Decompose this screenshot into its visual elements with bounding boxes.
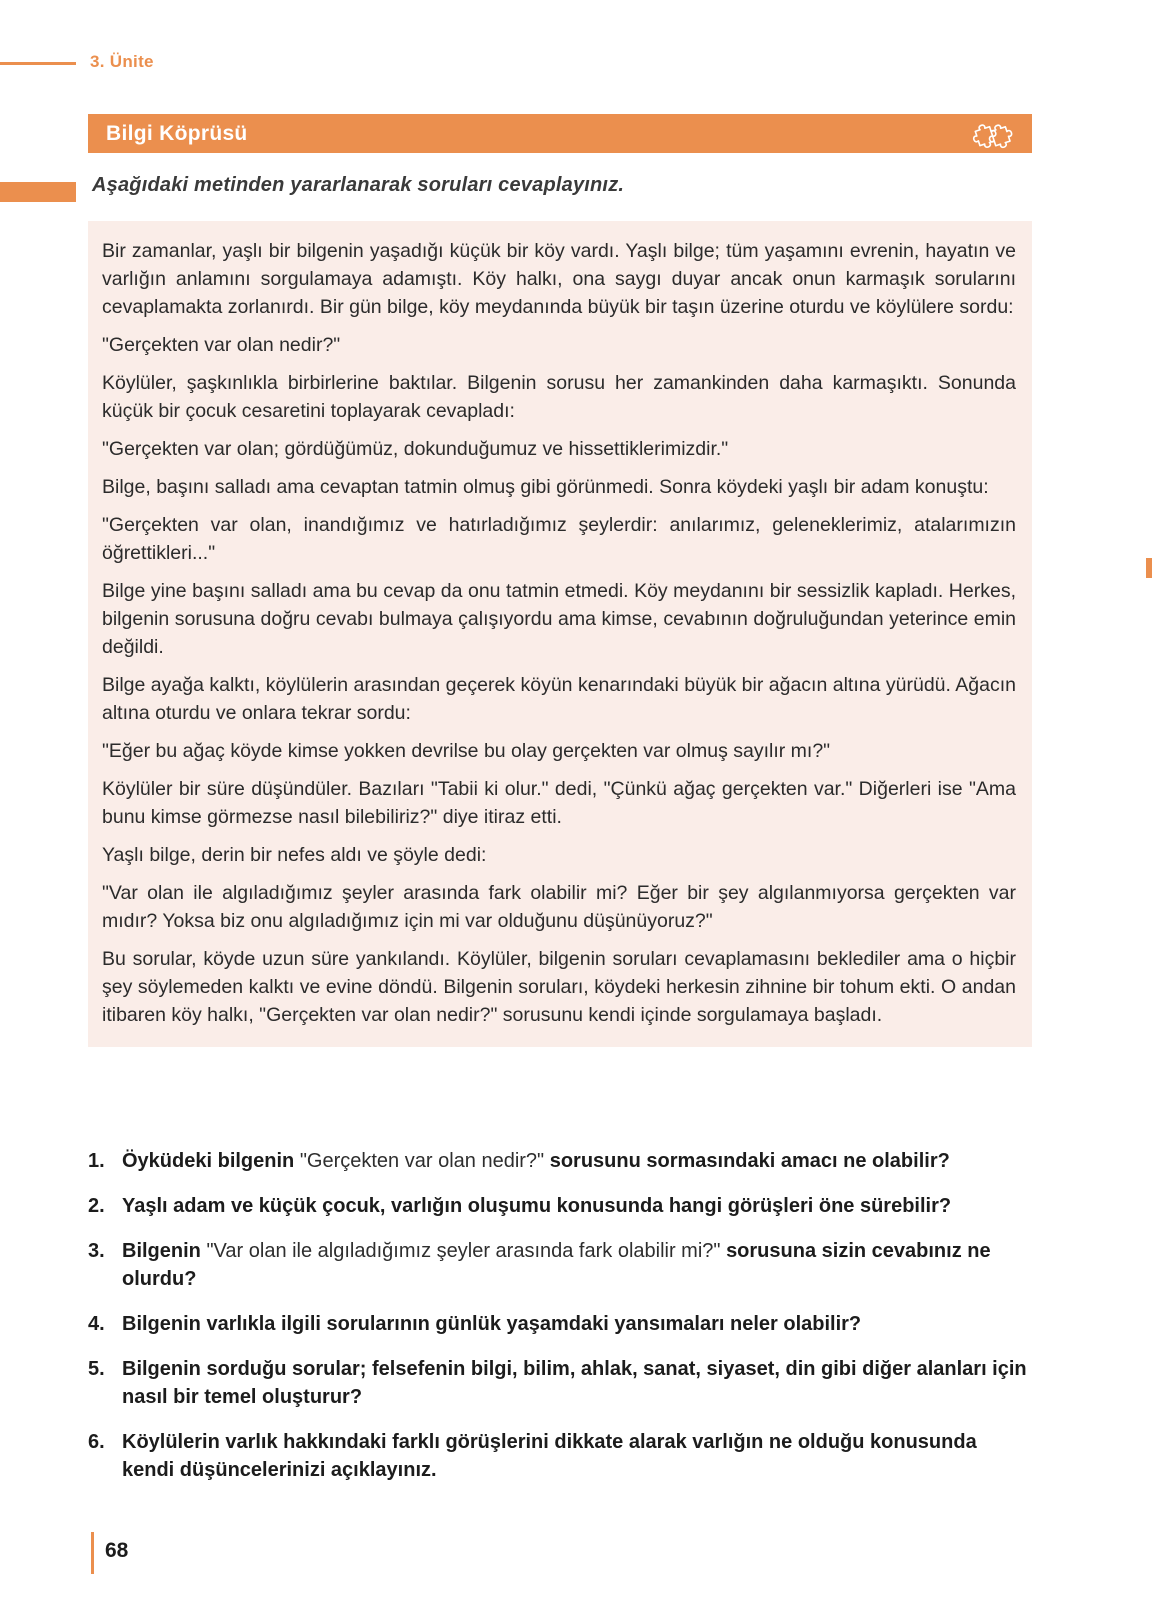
- question-segment-bold: Köylülerin varlık hakkındaki farklı görüşlerini dikkate alarak varlığın ne olduğu konusunda kendi düşüncelerinizi açıklayınız.: [122, 1431, 977, 1481]
- question-number: 6.: [88, 1431, 105, 1453]
- question-item: [88, 1355, 1032, 1411]
- section-title-bar: [88, 114, 1032, 153]
- question-item: [88, 1310, 1032, 1338]
- question-text: [122, 1192, 951, 1220]
- question-segment-bold: Bilgenin: [122, 1240, 207, 1262]
- question-item: [88, 1192, 1032, 1220]
- story-text-block: [88, 221, 1032, 1047]
- question-number: 5.: [88, 1358, 105, 1380]
- section-title: Bilgi Köprüsü: [106, 121, 248, 145]
- puzzle-icon: [970, 116, 1016, 152]
- unit-header-rule: [0, 62, 76, 65]
- question-text: [122, 1237, 1032, 1293]
- story-paragraph: Köylüler bir süre düşündüler. Bazıları "Tabii ki olur." dedi, "Çünkü ağaç gerçekten var." Diğerleri ise "Ama bunu kimse görmezse nasıl bilebiliriz?" diye itiraz etti.: [102, 778, 1016, 828]
- question-number: 2.: [88, 1195, 105, 1217]
- story-paragraph: Bilge, başını salladı ama cevaptan tatmin olmuş gibi görünmedi. Sonra köydeki yaşlı bir adam konuştu:: [102, 476, 989, 498]
- question-number: 4.: [88, 1313, 105, 1335]
- story-paragraph: "Var olan ile algıladığımız şeyler arasında fark olabilir mi? Eğer bir şey algılanmıyorsa gerçekten var mıdır? Yoksa biz onu algıladığımız için mi var olduğunu düşünüyoruz?": [102, 882, 1016, 932]
- unit-label: 3. Ünite: [90, 52, 154, 71]
- story-paragraph: Bilge ayağa kalktı, köylülerin arasından geçerek köyün kenarındaki büyük bir ağacın altına yürüdü. Ağacın altına oturdu ve onlara tekrar sordu:: [102, 674, 1016, 724]
- page-number: 68: [105, 1539, 129, 1562]
- question-segment-bold: Yaşlı adam ve küçük çocuk, varlığın oluşumu konusunda hangi görüşleri öne sürebilir?: [122, 1195, 952, 1217]
- question-segment-quote: "Gerçekten var olan nedir?": [299, 1150, 550, 1172]
- question-item: [88, 1237, 1032, 1293]
- instruction-text: Aşağıdaki metinden yararlanarak soruları cevaplayınız.: [92, 174, 625, 196]
- story-paragraph: Köylüler, şaşkınlıkla birbirlerine baktılar. Bilgenin sorusu her zamankinden daha karmaşıktı. Sonunda küçük bir çocuk cesaretini toplayarak cevapladı:: [102, 372, 1016, 422]
- story-paragraph: "Gerçekten var olan nedir?": [102, 334, 341, 356]
- question-text: [122, 1355, 1032, 1411]
- question-number: 1.: [88, 1150, 105, 1172]
- question-item: [88, 1147, 1032, 1175]
- story-paragraph: "Eğer bu ağaç köyde kimse yokken devrilse bu olay gerçekten var olmuş sayılır mı?": [102, 740, 831, 762]
- story-paragraph: Bu sorular, köyde uzun süre yankılandı. Köylüler, bilgenin soruları cevaplamasını beklediler ama o hiçbir şey söylemeden kalktı ve evine döndü. Bilgenin soruları, köydeki herkesin zihnine bir tohum ekti. O andan itibaren köy halkı, "Gerçekten var olan nedir?" sorusunu kendi içinde sorgulamaya başladı.: [102, 948, 1016, 1026]
- story-paragraph: "Gerçekten var olan, inandığımız ve hatırladığımız şeylerdir: anılarımız, geleneklerimiz, atalarımızın öğrettikleri...": [102, 514, 1016, 564]
- page-number-rule: [91, 1532, 94, 1574]
- question-text: [122, 1310, 861, 1338]
- question-segment-bold: sorusuna sizin cevabınız ne olurdu?: [122, 1240, 991, 1290]
- question-item: [88, 1428, 1032, 1484]
- question-segment-bold: Bilgenin sorduğu sorular; felsefenin bilgi, bilim, ahlak, sanat, siyaset, din gibi diğer alanları için nasıl bir temel oluşturur?: [122, 1358, 1027, 1408]
- story-paragraph: Bilge yine başını salladı ama bu cevap da onu tatmin etmedi. Köy meydanını bir sessizlik kapladı. Herkes, bilgenin sorusuna doğru cevabı bulmaya çalışıyordu ama kimse, cevabının doğruluğundan yeterince emin değildi.: [102, 580, 1016, 658]
- question-text: [122, 1428, 1032, 1484]
- story-paragraph: Bir zamanlar, yaşlı bir bilgenin yaşadığı küçük bir köy vardı. Yaşlı bilge; tüm yaşamını evrenin, hayatın ve varlığın anlamını sorgulamaya adamıştı. Köy halkı, ona saygı duyar ancak onun karmaşık sorularını cevaplamakta zorlanırdı. Bir gün bilge, köy meydanında büyük bir taşın üzerine oturdu ve köylülere sordu:: [102, 240, 1016, 318]
- question-number: 3.: [88, 1240, 105, 1262]
- questions-list: [88, 1147, 1032, 1501]
- story-paragraph: "Gerçekten var olan; gördüğümüz, dokunduğumuz ve hissettiklerimizdir.": [102, 438, 729, 460]
- instruction-accent-bar: [0, 182, 76, 202]
- question-segment-bold: Bilgenin varlıkla ilgili sorularının günlük yaşamdaki yansımaları neler olabilir?: [122, 1313, 862, 1335]
- right-edge-tab: [1146, 558, 1152, 578]
- story-paragraph: Yaşlı bilge, derin bir nefes aldı ve şöyle dedi:: [102, 844, 487, 866]
- question-segment-bold: sorusunu sormasındaki amacı ne olabilir?: [549, 1150, 950, 1172]
- question-segment-quote: "Var olan ile algıladığımız şeyler arasında fark olabilir mi?": [206, 1240, 727, 1262]
- question-text: [122, 1147, 950, 1175]
- question-segment-bold: Öyküdeki bilgenin: [122, 1150, 300, 1172]
